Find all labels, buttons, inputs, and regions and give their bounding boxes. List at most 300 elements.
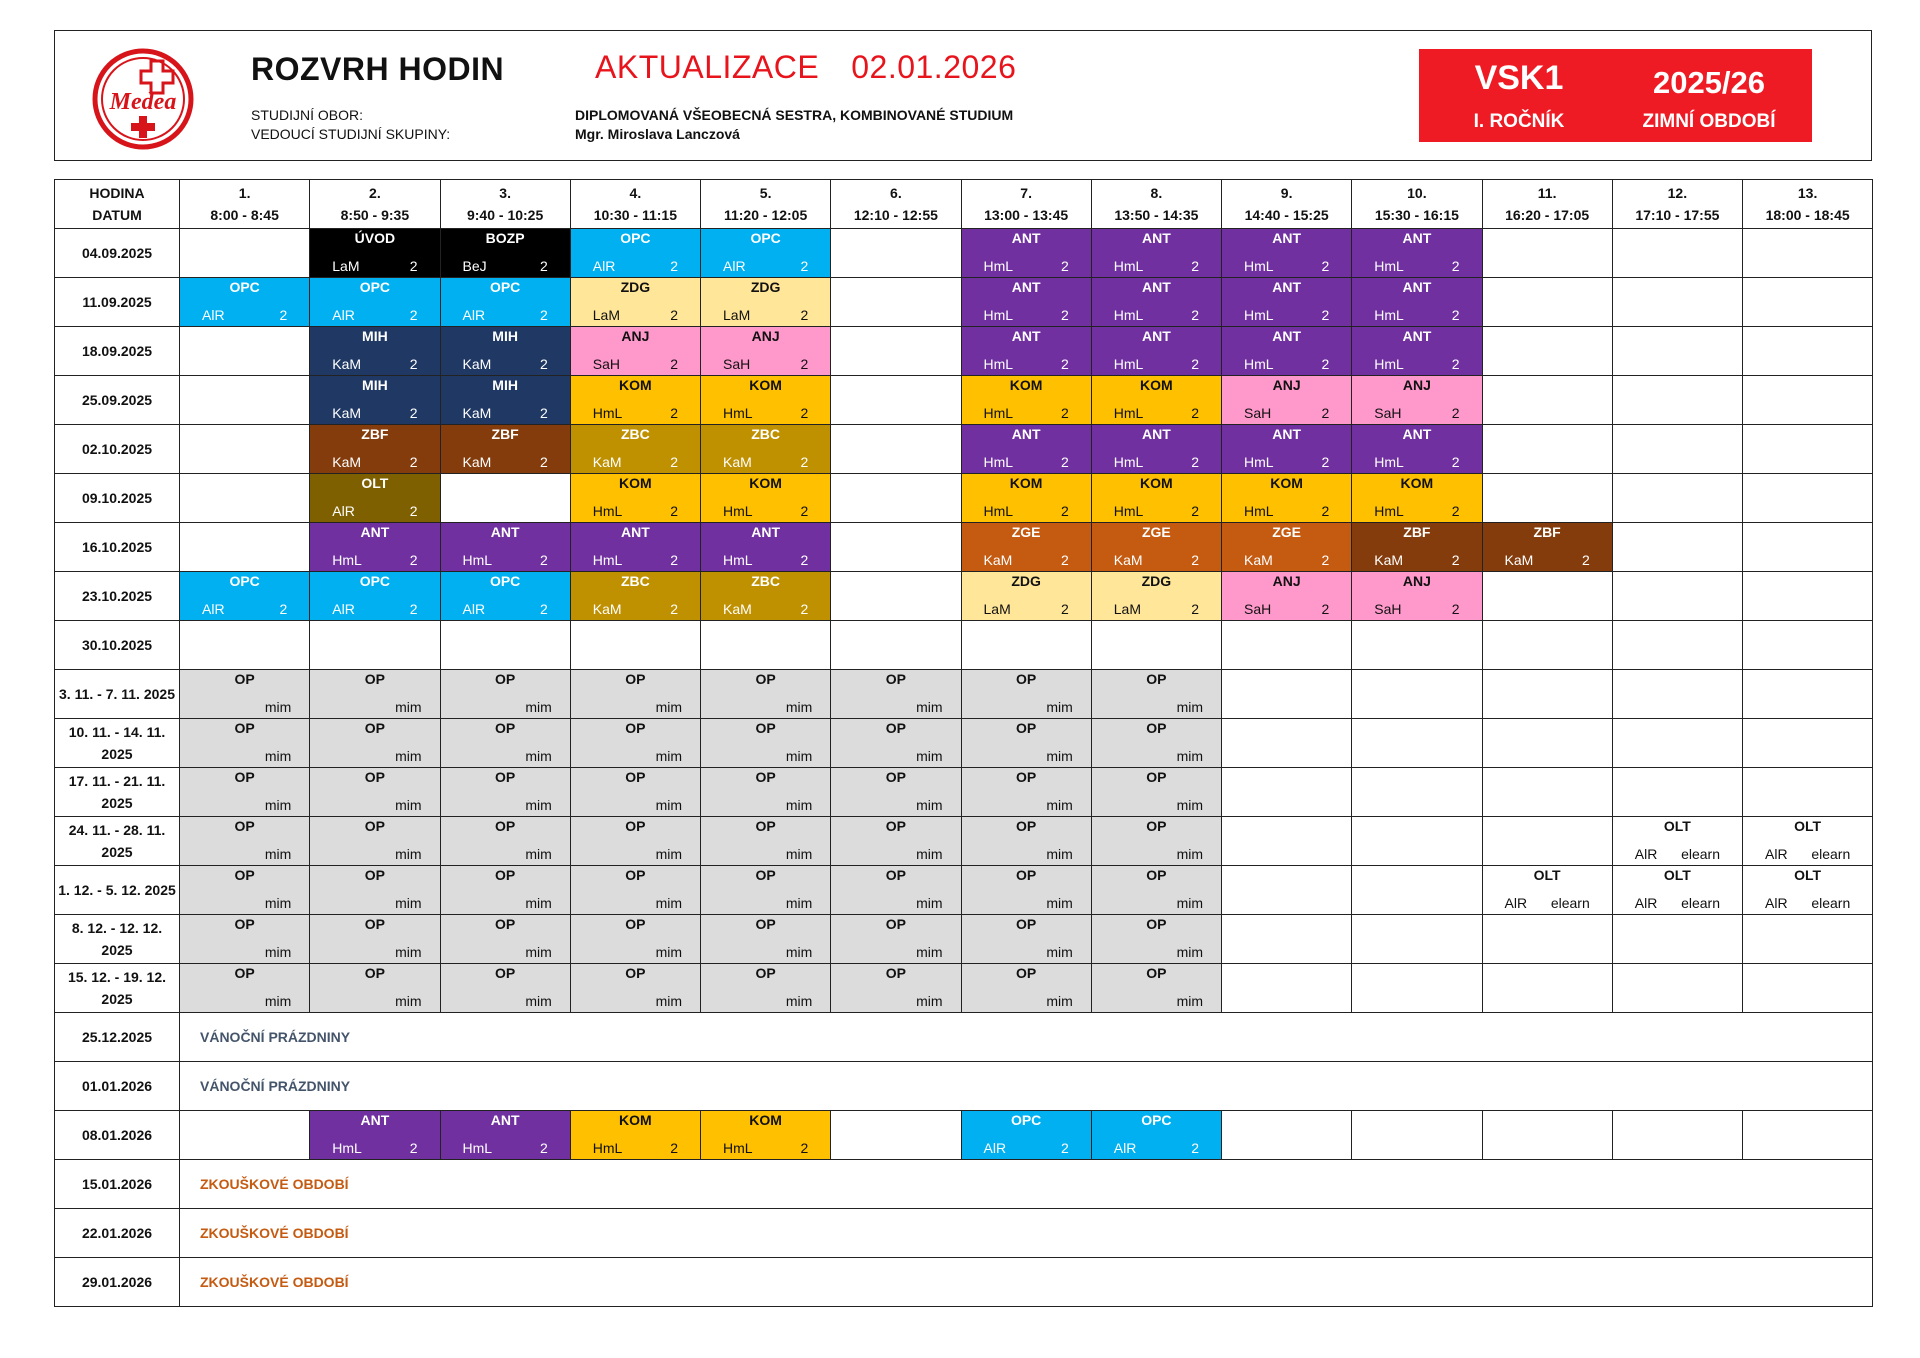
hours: 2 [1321,503,1330,519]
lesson-cell [441,817,570,865]
empty-slot [1612,964,1742,1013]
teacher-code: HmL [723,552,753,568]
lesson-cell [441,229,570,277]
lesson-slot [1222,278,1352,327]
lesson-cell [1352,229,1481,277]
lesson-slot [961,964,1091,1013]
teacher-code: HmL [1244,356,1274,372]
lesson-cell [310,523,439,571]
hours: 2 [1060,1140,1069,1156]
lesson-slot [570,229,700,278]
lesson-cell [1092,866,1221,914]
hours: elearn [1550,895,1590,911]
hours: 2 [409,454,418,470]
lesson-cell [310,915,439,963]
hours: mim [525,944,552,960]
subject-code: OP [364,867,385,883]
teacher-code: HmL [332,1140,362,1156]
hours: 2 [800,601,809,617]
lesson-cell [310,278,439,326]
date-cell: 15. 12. - 19. 12. 2025 [55,964,180,1013]
subject-code: OP [1016,769,1037,785]
empty-slot [1612,670,1742,719]
subject-code: OP [755,769,776,785]
date-cell: 11.09.2025 [55,278,180,327]
hours: elearn [1681,846,1720,862]
hours: mim [1176,895,1203,911]
lesson-slot [1352,474,1482,523]
teacher-code: KaM [592,454,622,470]
subject-code: ZDG [1011,573,1041,589]
lesson-slot [310,1111,440,1160]
leader-label: VEDOUCÍ STUDIJNÍ SKUPINY: [251,126,451,142]
subject-code: OP [495,867,516,883]
exam-period-note: ZKOUŠKOVÉ OBDOBÍ [180,1209,1873,1258]
date-cell: 09.10.2025 [55,474,180,523]
lesson-cell [1092,768,1221,816]
hours: 2 [1060,601,1069,617]
lesson-cell [701,572,830,620]
subject-code: ANT [1141,426,1171,442]
lesson-slot [440,278,570,327]
hours: 2 [1191,601,1199,617]
lesson-cell [1613,866,1742,914]
teacher-code: KaM [332,454,362,470]
period-number: 12. [1667,185,1688,201]
teacher-code: HmL [592,1140,623,1156]
hours: mim [1046,846,1073,862]
period-header [1743,180,1873,229]
table-row [55,376,1873,425]
lesson-cell [1092,425,1221,473]
lesson-cell [1092,719,1221,767]
empty-slot [831,327,961,376]
subject-code: OP [755,671,776,687]
lesson-slot [440,915,570,964]
lesson-slot [961,425,1091,474]
lesson-cell [1352,572,1481,620]
medea-logo-icon [91,47,195,151]
lesson-slot [1352,229,1482,278]
table-row [55,1209,1873,1258]
date-cell: 10. 11. - 14. 11. 2025 [55,719,180,768]
period-number: 2. [369,185,381,201]
lesson-cell [1352,376,1481,424]
empty-slot [1482,1111,1612,1160]
subject-code: ZBF [1533,524,1561,540]
period-header [701,180,831,229]
hours: 2 [1191,356,1199,372]
lesson-cell [180,817,309,865]
lesson-slot [1091,572,1221,621]
period-time: 13:00 - 13:45 [984,207,1069,223]
hours: 2 [1451,503,1460,519]
empty-slot [1612,572,1742,621]
lesson-cell [310,719,439,767]
empty-slot [1482,670,1612,719]
empty-slot [1352,768,1482,817]
hours: mim [525,748,552,764]
lesson-cell [962,719,1091,767]
empty-slot [1612,425,1742,474]
subject-code: OP [495,720,516,736]
lesson-slot [440,327,570,376]
hours: 2 [800,258,809,274]
subject-code: OP [364,818,385,834]
update-date: 02.01.2026 [851,49,1017,85]
hours: mim [655,846,682,862]
lesson-cell [1092,572,1221,620]
hours: mim [525,797,552,813]
hours: 2 [670,552,678,568]
period-time: 14:40 - 15:25 [1244,207,1329,223]
hours: mim [1176,699,1203,715]
subject-code: OP [755,720,776,736]
lesson-slot [180,719,310,768]
lesson-cell [441,376,570,424]
lesson-slot [701,474,831,523]
empty-slot [1482,327,1612,376]
hours: 2 [1451,307,1460,323]
empty-slot [1743,1111,1873,1160]
subject-code: ANJ [621,328,650,344]
lesson-cell [571,817,700,865]
period-header [961,180,1091,229]
teacher-code: SaH [1374,601,1402,617]
subject-code: OP [495,671,516,687]
lesson-slot [831,866,961,915]
lesson-slot [570,327,700,376]
teacher-code: HmL [1113,503,1144,519]
lesson-slot [570,768,700,817]
teacher-code: AlR [332,601,355,617]
lesson-cell [310,670,439,718]
subject-code: OP [625,818,646,834]
subject-code: OP [1146,769,1167,785]
hours: mim [785,748,813,764]
subject-code: OP [755,867,776,883]
period-time: 17:10 - 17:55 [1635,207,1720,223]
lesson-slot [831,719,961,768]
lesson-slot [701,572,831,621]
subject-code: ANJ [1402,377,1431,393]
subject-code: OP [1016,720,1037,736]
subject-code: MIH [362,328,388,344]
lesson-cell [701,915,830,963]
subject-code: ANJ [1272,573,1301,589]
hours: 2 [1191,454,1199,470]
lesson-slot [310,964,440,1013]
subject-code: ZBC [751,573,781,589]
lesson-cell [831,670,960,718]
lesson-cell [571,964,700,1012]
lesson-cell [571,768,700,816]
corner-label: HODINA [89,185,145,201]
hours: 2 [670,258,678,274]
lesson-slot [310,866,440,915]
teacher-code: HmL [983,258,1014,274]
subject-code: OLT [1794,818,1822,834]
teacher-code: HmL [723,503,753,519]
lesson-slot [440,670,570,719]
period-header [570,180,700,229]
lesson-cell [180,278,309,326]
hours: mim [655,699,682,715]
empty-slot [1743,915,1873,964]
lesson-cell [962,474,1091,522]
subject-code: OPC [750,230,781,246]
empty-slot [1482,768,1612,817]
lesson-slot [1091,817,1221,866]
subject-code: ANT [1272,328,1302,344]
lesson-cell [962,866,1091,914]
lesson-cell [441,768,570,816]
teacher-code: AlR [1765,895,1788,911]
lesson-cell [310,964,439,1012]
lesson-slot [570,425,700,474]
subject-code: ANT [751,524,781,540]
lesson-cell [441,523,570,571]
teacher-code: AlR [1504,895,1528,911]
teacher-code: AlR [983,1140,1007,1156]
empty-slot [1743,376,1873,425]
subject-code: OLT [1663,867,1691,883]
empty-slot [1612,621,1742,670]
hours: mim [1176,944,1203,960]
teacher-code: HmL [332,552,362,568]
lesson-cell [180,670,309,718]
hours: elearn [1811,895,1851,911]
date-cell: 22.01.2026 [55,1209,180,1258]
hours: 2 [1191,258,1199,274]
period-number: 5. [759,185,772,201]
exam-period-note: ZKOUŠKOVÉ OBDOBÍ [180,1160,1873,1209]
period-header [1222,180,1352,229]
hours: 2 [1321,258,1330,274]
hours: mim [395,993,422,1009]
subject-code: OLT [1794,867,1822,883]
hours: 2 [670,356,678,372]
hours: elearn [1811,846,1851,862]
subject-code: OPC [620,230,651,246]
subject-code: KOM [619,475,652,491]
teacher-code: AlR [332,503,355,519]
lesson-slot [570,1111,700,1160]
lesson-slot [310,817,440,866]
period-header [1482,180,1612,229]
subject-code: OP [1146,867,1167,883]
teacher-code: HmL [592,503,623,519]
teacher-code: KaM [1113,552,1143,568]
empty-slot [1352,817,1482,866]
date-cell: 29.01.2026 [55,1258,180,1307]
subject-code: OP [625,916,646,932]
lesson-slot [180,572,310,621]
teacher-code: HmL [983,503,1014,519]
lesson-slot [440,523,570,572]
subject-code: OP [495,965,516,981]
hours: 2 [800,307,809,323]
lesson-slot [570,523,700,572]
subject-code: OLT [1533,867,1561,883]
subject-code: OP [885,671,906,687]
lesson-cell [962,376,1091,424]
lesson-slot [701,425,831,474]
lesson-slot [310,327,440,376]
lesson-cell [310,425,439,473]
teacher-code: KaM [983,552,1013,568]
subject-code: KOM [749,475,782,491]
lesson-slot [1482,523,1612,572]
lesson-cell [1222,572,1351,620]
lesson-slot [310,474,440,523]
corner-label: DATUM [92,207,142,223]
teacher-code: HmL [1244,503,1274,519]
subject-code: KOM [1140,377,1173,393]
lesson-slot [1222,425,1352,474]
hours: mim [525,846,552,862]
empty-slot [1612,376,1742,425]
subject-code: OP [755,965,776,981]
teacher-code: HmL [983,356,1014,372]
lesson-slot [701,964,831,1013]
lesson-slot [310,523,440,572]
lesson-cell [571,670,700,718]
lesson-cell [1743,817,1872,865]
subject-code: OP [234,867,255,883]
empty-slot [831,474,961,523]
field-label: STUDIJNÍ OBOR: [251,107,364,123]
lesson-slot [701,768,831,817]
hours: 2 [1191,1140,1199,1156]
hours: mim [655,895,682,911]
subject-code: KOM [749,1112,782,1128]
lesson-slot [961,915,1091,964]
lesson-slot [701,327,831,376]
subject-code: OP [885,769,906,785]
lesson-cell [310,376,439,424]
lesson-slot [961,376,1091,425]
period-number: 11. [1537,185,1557,201]
lesson-cell [180,572,309,620]
lesson-cell [1222,474,1351,522]
lesson-slot [310,915,440,964]
hours: mim [1046,993,1073,1009]
empty-slot [1352,915,1482,964]
subject-code: MIH [492,328,518,344]
empty-slot [1743,964,1873,1013]
lesson-cell [701,719,830,767]
hours: mim [1046,944,1073,960]
lesson-cell [1222,523,1351,571]
lesson-cell [962,768,1091,816]
lesson-slot [701,1111,831,1160]
teacher-code: HmL [1374,503,1404,519]
hours: 2 [1191,552,1199,568]
empty-slot [1352,1111,1482,1160]
teacher-code: HmL [983,454,1014,470]
lesson-cell [571,425,700,473]
empty-slot [1743,327,1873,376]
subject-code: ZDG [750,279,781,295]
hours: 2 [539,454,548,470]
hours: 2 [409,258,418,274]
lesson-slot [1352,376,1482,425]
lesson-cell [310,474,439,522]
hours: elearn [1681,895,1720,911]
teacher-code: SaH [1374,405,1402,421]
subject-code: KOM [1400,475,1434,491]
hours: mim [395,748,422,764]
lesson-cell [1483,523,1612,571]
lesson-slot [1091,229,1221,278]
hours: 2 [670,405,678,421]
lesson-cell [1352,523,1481,571]
subject-code: OP [495,769,516,785]
lesson-slot [701,866,831,915]
period-time: 12:10 - 12:55 [853,207,938,223]
lesson-slot [1222,572,1352,621]
hours: 2 [800,503,809,519]
empty-slot [1222,964,1352,1013]
lesson-cell [701,425,830,473]
hours: 2 [279,601,288,617]
lesson-cell [701,1111,830,1159]
lesson-slot [1352,523,1482,572]
lesson-cell [701,474,830,522]
subject-code: OP [1146,916,1167,932]
empty-slot [1743,474,1873,523]
lesson-cell [962,572,1091,620]
lesson-slot [961,474,1091,523]
lesson-slot [831,768,961,817]
lesson-slot [961,278,1091,327]
hours: mim [916,895,943,911]
timetable [54,179,1873,1307]
empty-slot [1482,278,1612,327]
subject-code: ZBC [620,573,650,589]
lesson-slot [831,964,961,1013]
teacher-code: AlR [202,601,225,617]
lesson-cell [962,523,1091,571]
table-row [55,474,1873,523]
lesson-slot [310,278,440,327]
subject-code: OP [1146,965,1167,981]
subject-code: OP [625,965,646,981]
lesson-slot [310,768,440,817]
hours: 2 [1581,552,1590,568]
lesson-slot [310,572,440,621]
hours: mim [916,748,943,764]
hours: 2 [800,454,809,470]
hours: mim [395,846,422,862]
subject-code: OPC [1141,1112,1172,1128]
lesson-cell [441,278,570,326]
hours: 2 [539,405,548,421]
lesson-slot [1222,229,1352,278]
subject-code: MIH [492,377,518,393]
teacher-code: HmL [983,307,1014,323]
subject-code: ZBF [491,426,519,442]
date-cell: 01.01.2026 [55,1062,180,1111]
lesson-slot [961,670,1091,719]
subject-code: ANT [1011,230,1041,246]
teacher-code: HmL [723,405,753,421]
hours: mim [264,699,292,715]
lesson-slot [1482,866,1612,915]
teacher-code: LaM [592,307,620,323]
subject-code: KOM [619,377,652,393]
